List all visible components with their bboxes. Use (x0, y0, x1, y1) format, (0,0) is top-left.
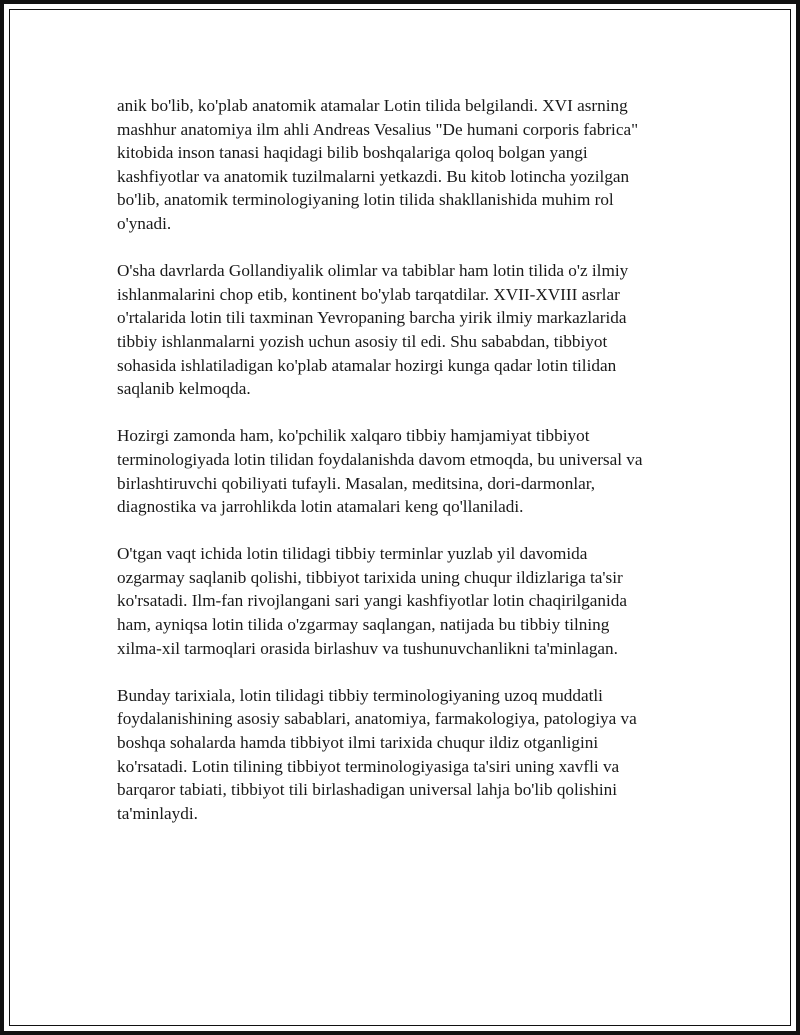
text-line: sohasida ishlatiladigan ko'plab atamalar hozirgi kunga qadar lotin tilidan (117, 355, 617, 375)
text-line: diagnostika va jarrohlikda lotin atamalari keng qo'llaniladi. (117, 497, 524, 517)
text-line: tibbiy ishlanmalarni yozish uchun asosiy til edi. Shu sababdan, tibbiyot (117, 331, 608, 351)
text-line: birlashtiruvchi qobiliyati tufayli. Masalan, meditsina, dori-darmonlar, (117, 473, 596, 493)
text-line: ko'rsatadi. Ilm-fan rivojlangani sari yangi kashfiyotlar lotin chaqirilganida (117, 591, 627, 611)
text-line: kashfiyotlar va anatomik tuzilmalarni yetkazdi. Bu kitob lotincha yozilgan (117, 166, 630, 186)
paragraph-4 (117, 542, 717, 660)
document-body (117, 94, 717, 849)
paragraph-5 (117, 684, 717, 826)
text-line: terminologiyada lotin tilidan foydalanishda davom etmoqda, bu universal va (117, 449, 643, 469)
text-line: barqaror tabiati, tibbiyot tili birlashadigan universal lahja bo'lib qolishini (117, 780, 617, 800)
text-line: xilma-xil tarmoqlari orasida birlashuv va tushunuvchanlikni ta'minlagan. (117, 638, 618, 658)
text-line: O'sha davrlarda Gollandiyalik olimlar va tabiblar ham lotin tilida o'z ilmiy (117, 261, 629, 281)
paragraph-1 (117, 94, 717, 236)
text-line: mashhur anatomiya ilm ahli Andreas Vesalius "De humani corporis fabrica" (117, 119, 639, 139)
text-line: ko'rsatadi. Lotin tilining tibbiyot terminologiyasiga ta'siri uning xavfli va (117, 756, 620, 776)
text-line: foydalanishining asosiy sabablari, anatomiya, farmakologiya, patologiya va (117, 709, 637, 729)
text-line: o'ynadi. (117, 213, 172, 233)
text-line: bo'lib, anatomik terminologiyaning lotin tilida shakllanishida muhim rol (117, 190, 614, 210)
text-line: O'tgan vaqt ichida lotin tilidagi tibbiy terminlar yuzlab yil davomida (117, 544, 588, 564)
text-line: Hozirgi zamonda ham, ko'pchilik xalqaro tibbiy hamjamiyat tibbiyot (117, 426, 590, 446)
text-line: ishlanmalarini chop etib, kontinent bo'ylab tarqatdilar. XVII-XVIII asrlar (117, 284, 620, 304)
text-line: ozgarmay saqlanib qolishi, tibbiyot tarixida uning chuqur ildizlariga ta'sir (117, 567, 623, 587)
text-line: Bunday tarixiala, lotin tilidagi tibbiy terminologiyaning uzoq muddatli (117, 685, 603, 705)
text-line: o'rtalarida lotin tili taxminan Yevropaning barcha yirik ilmiy markazlarida (117, 308, 627, 328)
text-line: kitobida inson tanasi haqidagi bilib boshqalariga qoloq bolgan yangi (117, 143, 588, 163)
paragraph-2 (117, 259, 717, 401)
paragraph-3 (117, 424, 717, 518)
text-line: ham, ayniqsa lotin tilida o'zgarmay saqlangan, natijada bu tibbiy tilning (117, 615, 610, 635)
text-line: saqlanib kelmoqda. (117, 379, 251, 399)
text-line: ta'minlaydi. (117, 803, 198, 823)
text-line: anik bo'lib, ko'plab anatomik atamalar Lotin tilida belgilandi. XVI asrning (117, 96, 628, 115)
text-line: boshqa sohalarda hamda tibbiyot ilmi tarixida chuqur ildiz otganligini (117, 733, 599, 753)
